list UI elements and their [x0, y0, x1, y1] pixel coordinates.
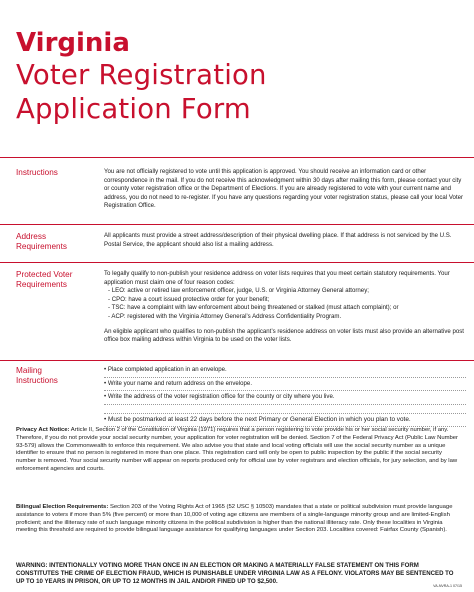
- dotted-divider: [104, 390, 466, 391]
- mailing-step: • Place completed application in an envelope.: [104, 366, 227, 373]
- address-body: [104, 232, 466, 249]
- mailing-label: [16, 366, 106, 386]
- reason-code-item: - LEO: active or retired law enforcement officer, judge, U.S. or Virginia Attorney General attorney;: [108, 287, 369, 295]
- bilingual-heading: Bilingual Election Requirements:: [16, 504, 109, 510]
- reason-code-item: - ACP: registered with the Virginia Attorney General’s Address Confidentiality Program.: [108, 312, 342, 320]
- section-divider: [0, 360, 474, 361]
- privacy-notice: [16, 427, 462, 474]
- mailing-body: [104, 366, 466, 429]
- protected-label-line-2: Requirements: [16, 280, 67, 289]
- address-label-line-1: Address: [16, 232, 47, 241]
- address-text: All applicants must provide a street address/description of their physical dwelling place. If that address is not serviced by the U.S. Postal Service, the applicant should also list a mailing address.: [104, 232, 452, 248]
- reason-code-item: - CPO: have a court issued protective order for your benefit;: [108, 295, 270, 303]
- title-state: Virginia: [16, 28, 130, 58]
- bilingual-text: Section 203 of the Voting Rights Act of 1965 (52 USC § 10503) mandates that a state or political subdivision must provide language assistance to voters if more than 5% (five percent) or more than 10,000 of voting age citizens are members of a single-language minority group and are limited-English proficient; and the illiteracy rate of such language minority citizens in the political subdivision is higher than the national illiteracy rate. Only these localities in Virginia meeting this threshold are required to provide bilingual language assistance for qualifying languages under Section 203. Localities covered: Fairfax County (Spanish).: [16, 504, 453, 534]
- mailing-label-line-2: Instructions: [16, 376, 58, 385]
- section-divider: [0, 224, 474, 225]
- address-label: [16, 232, 106, 252]
- mailing-step-text: Write your name and return address on the envelope.: [107, 379, 253, 387]
- section-divider: [0, 262, 474, 263]
- mailing-deadline: • Must be postmarked at least 22 days before the next Primary or General Election in which you plan to vote.: [104, 415, 411, 423]
- reason-code-text: LEO: active or retired law enforcement officer, judge, U.S. or Virginia Attorney General attorney;: [111, 287, 369, 295]
- mailing-step: • Write your name and return address on the envelope.: [104, 379, 253, 387]
- protected-eligible-text: An eligible applicant who qualifies to non-publish the applicant’s residence address on voter lists must also provide an alternative post office box mailing address within Virginia to be used on the voter lists.: [104, 327, 464, 344]
- mailing-step: • Write the address of the voter registration office for the county or city where you live.: [104, 393, 335, 401]
- reason-code-text: TSC: have a complaint with law enforcement about being threatened or stalked (must attach complaint); or: [111, 304, 399, 312]
- title-line-2: Application Form: [16, 93, 251, 125]
- protected-label: [16, 270, 106, 290]
- protected-body: [104, 270, 466, 345]
- privacy-text: Article II, Section 2 of the Constitution of Virginia (1971) requires that a person registering to vote provide his or her social security number, if any. Therefore, if you do not provide your social security number, your application for voter registration will be denied. Section 7 of the Federal Privacy Act (Public Law Number 93-579) allows the Commonwealth to enforce this requirement. We also advise you that state and local voting officials will use the social security number as a unique identifier to ensure that no person is registered in more than one place. This registration card will only be open to public inspection by the public if the social security number is removed. Your social security number will appear on reports produced only for official use by voter registrars and election officials, for jury selection, and by law enforcement agencies and courts.: [16, 427, 459, 472]
- protected-intro: To legally qualify to non-publish your residence address on voter lists requires that you meet certain statutory requirements. Your application must claim one of four reason codes:: [104, 270, 450, 286]
- fraud-warning: WARNING: INTENTIONALLY VOTING MORE THAN ONCE IN AN ELECTION OR MAKING A MATERIALLY FALSE STATEMENT ON THIS FORM CONSTITUTES THE CRIME OF ELECTION FRAUD, WHICH IS PUNISHABLE UNDER VIRGINIA LAW AS A FELONY. VIOLATORS MAY BE SENTENCED TO UP TO 10 YEARS IN PRISON, OR UP TO 12 MONTHS IN JAIL AND/OR FINED UP TO $2,500.: [16, 562, 454, 585]
- dotted-divider: [104, 413, 466, 414]
- mailing-step-text: Place completed application in an envelope.: [107, 366, 227, 373]
- form-number: VA-NVRA-1 07/15: [433, 584, 462, 588]
- protected-label-line-1: Protected Voter: [16, 270, 73, 279]
- address-label-line-2: Requirements: [16, 242, 67, 251]
- reason-code-text: ACP: registered with the Virginia Attorney General’s Address Confidentiality Program.: [111, 312, 342, 320]
- header-divider: [0, 157, 474, 158]
- instructions-body: [104, 168, 466, 211]
- instructions-label: Instructions: [16, 168, 58, 177]
- reason-code-text: CPO: have a court issued protective order for your benefit;: [111, 295, 270, 303]
- form-title: [16, 28, 267, 126]
- instructions-text: You are not officially registered to vote until this application is approved. You should receive an information card or other correspondence in the mail. If you do not receive this acknowledgment within 30 days after mailing this form, please contact your city or county voter registration office or the Department of Elections. If you are already registered to vote with your current name and address, you do not need to re-register. If you have any questions regarding your voter registration status, please call your local Voter Registration Office.: [104, 168, 464, 210]
- reason-code-list: [104, 287, 466, 321]
- title-line-1: Voter Registration: [16, 59, 267, 91]
- privacy-heading: Privacy Act Notice:: [16, 427, 70, 433]
- mailing-label-line-1: Mailing: [16, 366, 42, 375]
- dotted-divider: [104, 404, 466, 405]
- mailing-step-text: Write the address of the voter registration office for the county or city where you live.: [107, 393, 335, 401]
- bilingual-notice: [16, 504, 462, 535]
- mailing-deadline-text: Must be postmarked at least 22 days before the next Primary or General Election in which you plan to vote.: [108, 415, 411, 423]
- dotted-divider: [104, 377, 466, 378]
- reason-code-item: - TSC: have a complaint with law enforcement about being threatened or stalked (must attach complaint); or: [108, 304, 399, 312]
